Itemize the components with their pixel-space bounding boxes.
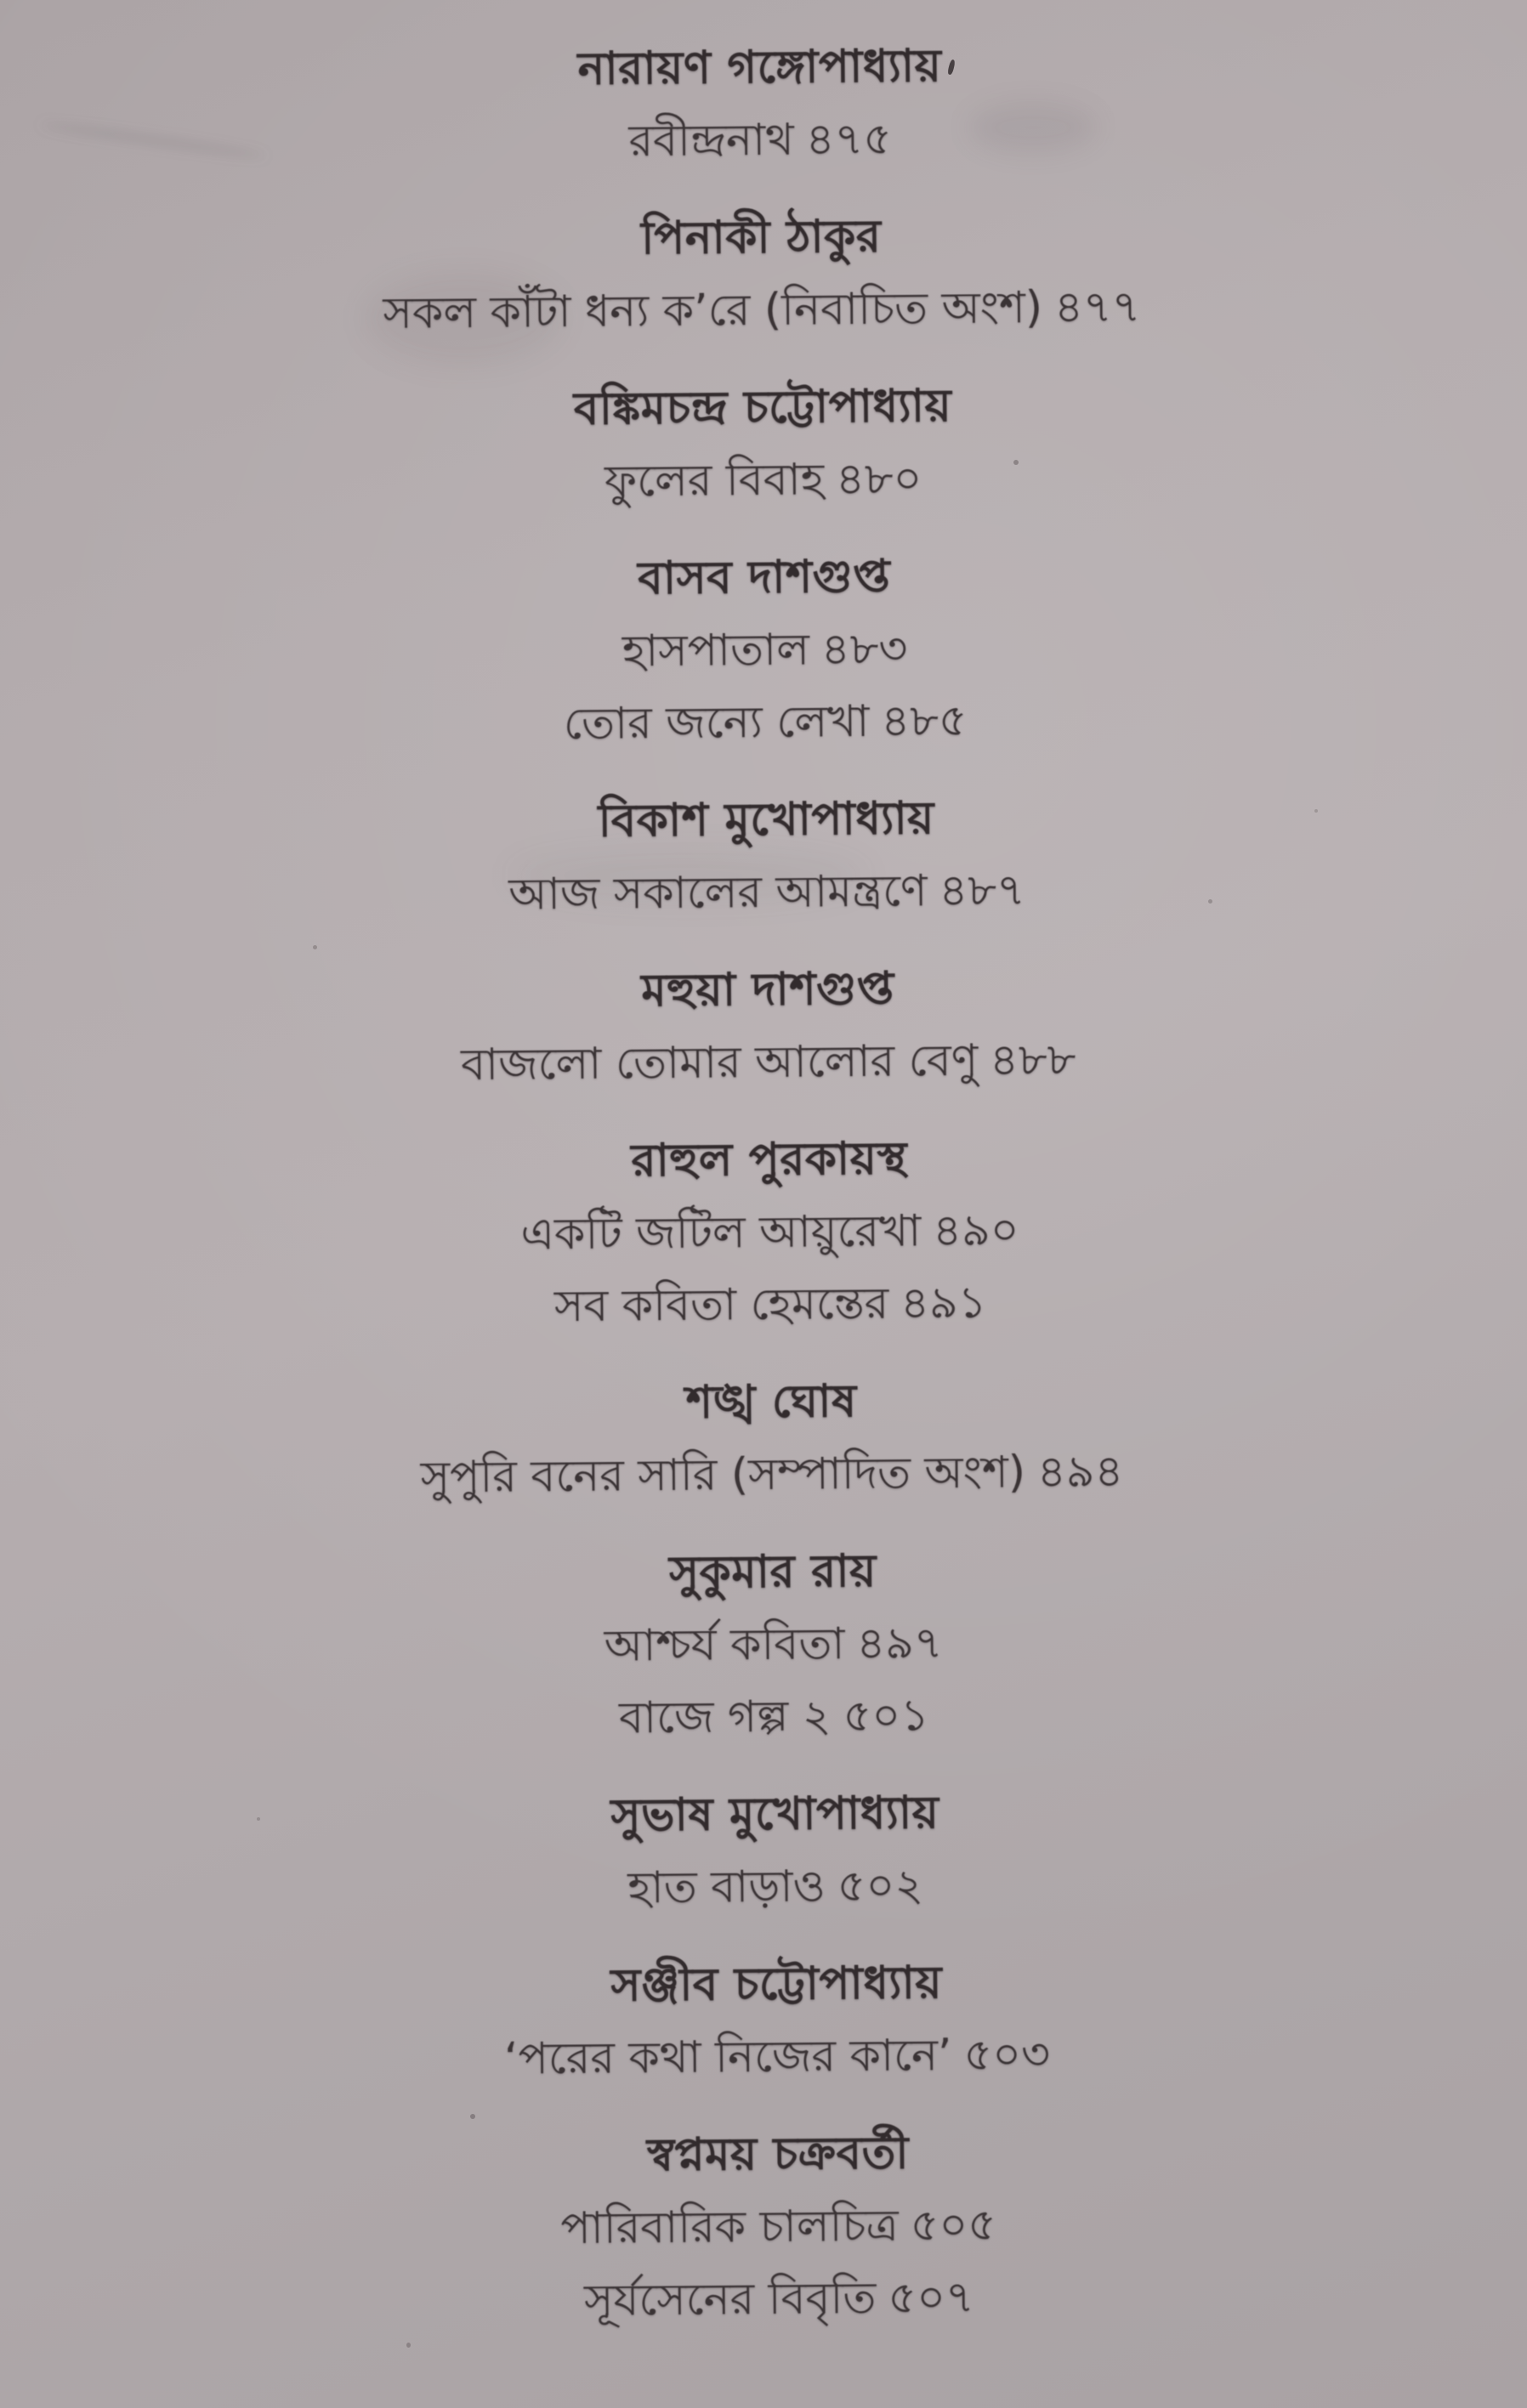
toc-section [20,2122,1527,2332]
paper-speck [470,2114,475,2119]
toc-entry [20,2194,1527,2260]
author-name: নারায়ণ গঙ্গোপাধ্যায় [577,40,942,95]
work-title: সকল কাঁটা ধন্য ক’রে (নিবাচিত অংশ) [383,282,1043,339]
work-title: বাজে গল্প ২ [618,1691,832,1744]
author-name: মহুয়া দাশগুপ্ত [641,962,894,1017]
author-name: বিকাশ মুখোপাধ্যায় [598,792,935,847]
toc-section [15,1539,1527,1750]
author-name: পিনাকী ঠাকুর [640,210,882,265]
work-title: ফুলের বিবাহ [604,454,825,507]
toc-section [3,205,1519,343]
page-number: ৫০২ [837,1860,924,1912]
paper-speck [313,945,317,949]
toc-entry [16,1684,1527,1750]
page-number: ৪৯৪ [1036,1446,1124,1499]
page-number: ৫০৭ [888,2271,975,2324]
paper-speck [257,1817,260,1821]
toc-section [12,1127,1527,1338]
toc-entry [20,2024,1527,2090]
toc-section [2,35,1518,173]
page-number: ৪৮৫ [881,694,968,747]
work-title: সুপুরি বনের সারি (সম্পাদিত অংশ) [420,1447,1026,1504]
page-number: ৫০৩ [963,2029,1051,2081]
page-number: ৪৭৫ [805,113,893,166]
page-number: ৫০১ [843,1690,930,1742]
page-number: ৪৯১ [900,1277,987,1329]
toc-entry [15,1612,1527,1678]
paper-speck [1208,899,1212,904]
toc-entry [7,617,1522,683]
work-title: পারিবারিক চালচিত্র [560,2200,899,2255]
page-number: ৪৮৭ [939,864,1026,917]
toc-section [5,375,1521,513]
page-number: ৪৮৩ [820,623,908,676]
author-name: সঞ্জীব চট্টোপাধ্যায় [610,1957,943,2012]
toc-section [17,1782,1527,1920]
work-title: ‘পরের কথা নিজের কানে’ [503,2030,952,2085]
author-name: বাসব দাশগুপ্ত [638,550,891,605]
page-number: ৫০৫ [910,2199,997,2252]
toc-section [7,545,1524,756]
toc-entry [4,277,1519,343]
toc-entry [11,1029,1526,1096]
author-name: শঙ্খ ঘোষ [685,1375,858,1429]
work-title: হাসপাতাল [622,624,810,677]
author-name: রাহুল পুরকায়স্থ [631,1132,908,1187]
work-title: রবীন্দ্রনাথ [628,114,795,167]
page-number: ৪৯৭ [856,1618,943,1670]
page-number: ৪৭৭ [1053,281,1141,333]
work-title: আশ্চর্য কবিতা [604,1618,845,1672]
author-name: সুকুমার রায় [668,1544,877,1599]
toc-entry [21,2266,1527,2332]
toc-entry [3,107,1518,173]
work-title: তোর জন্যে লেখা [563,695,870,751]
work-title: হাত বাড়াও [627,1861,826,1914]
paper-speck [1013,460,1019,465]
paper-speck [1314,809,1318,813]
toc-entry [14,1442,1527,1508]
page-number: ৪৮০ [835,453,922,506]
toc-entry [18,1854,1527,1920]
toc-section [9,787,1524,926]
page-number: ৪৮৮ [989,1034,1076,1086]
toc-entry [12,1199,1527,1266]
author-name: বঙ্কিমচন্দ্র চট্টোপাধ্যায় [573,380,952,435]
toc-entry [13,1272,1527,1338]
work-title: বাজলো তোমার আলোর বেণু [460,1034,979,1091]
author-name: সুভাষ মুখোপাধ্যায় [610,1787,939,1842]
table-of-contents [0,35,1527,2332]
work-title: একটি জটিল আয়ুরেখা [520,1205,922,1261]
work-title: সব কবিতা হেমন্তের [553,1278,889,1333]
work-title: আজ সকালের আমন্ত্রণে [508,865,928,921]
paper-speck [406,2343,411,2348]
work-title: সূর্যসেনের বিবৃতি [583,2272,877,2326]
toc-entry [6,447,1521,513]
toc-section [19,1952,1527,2090]
toc-entry [8,689,1523,756]
toc-section [14,1369,1527,1508]
toc-entry [9,859,1524,926]
page-number: ৪৯০ [932,1204,1019,1257]
author-name: স্বপ্নময় চক্রবর্তী [646,2127,910,2182]
toc-section [10,957,1526,1096]
